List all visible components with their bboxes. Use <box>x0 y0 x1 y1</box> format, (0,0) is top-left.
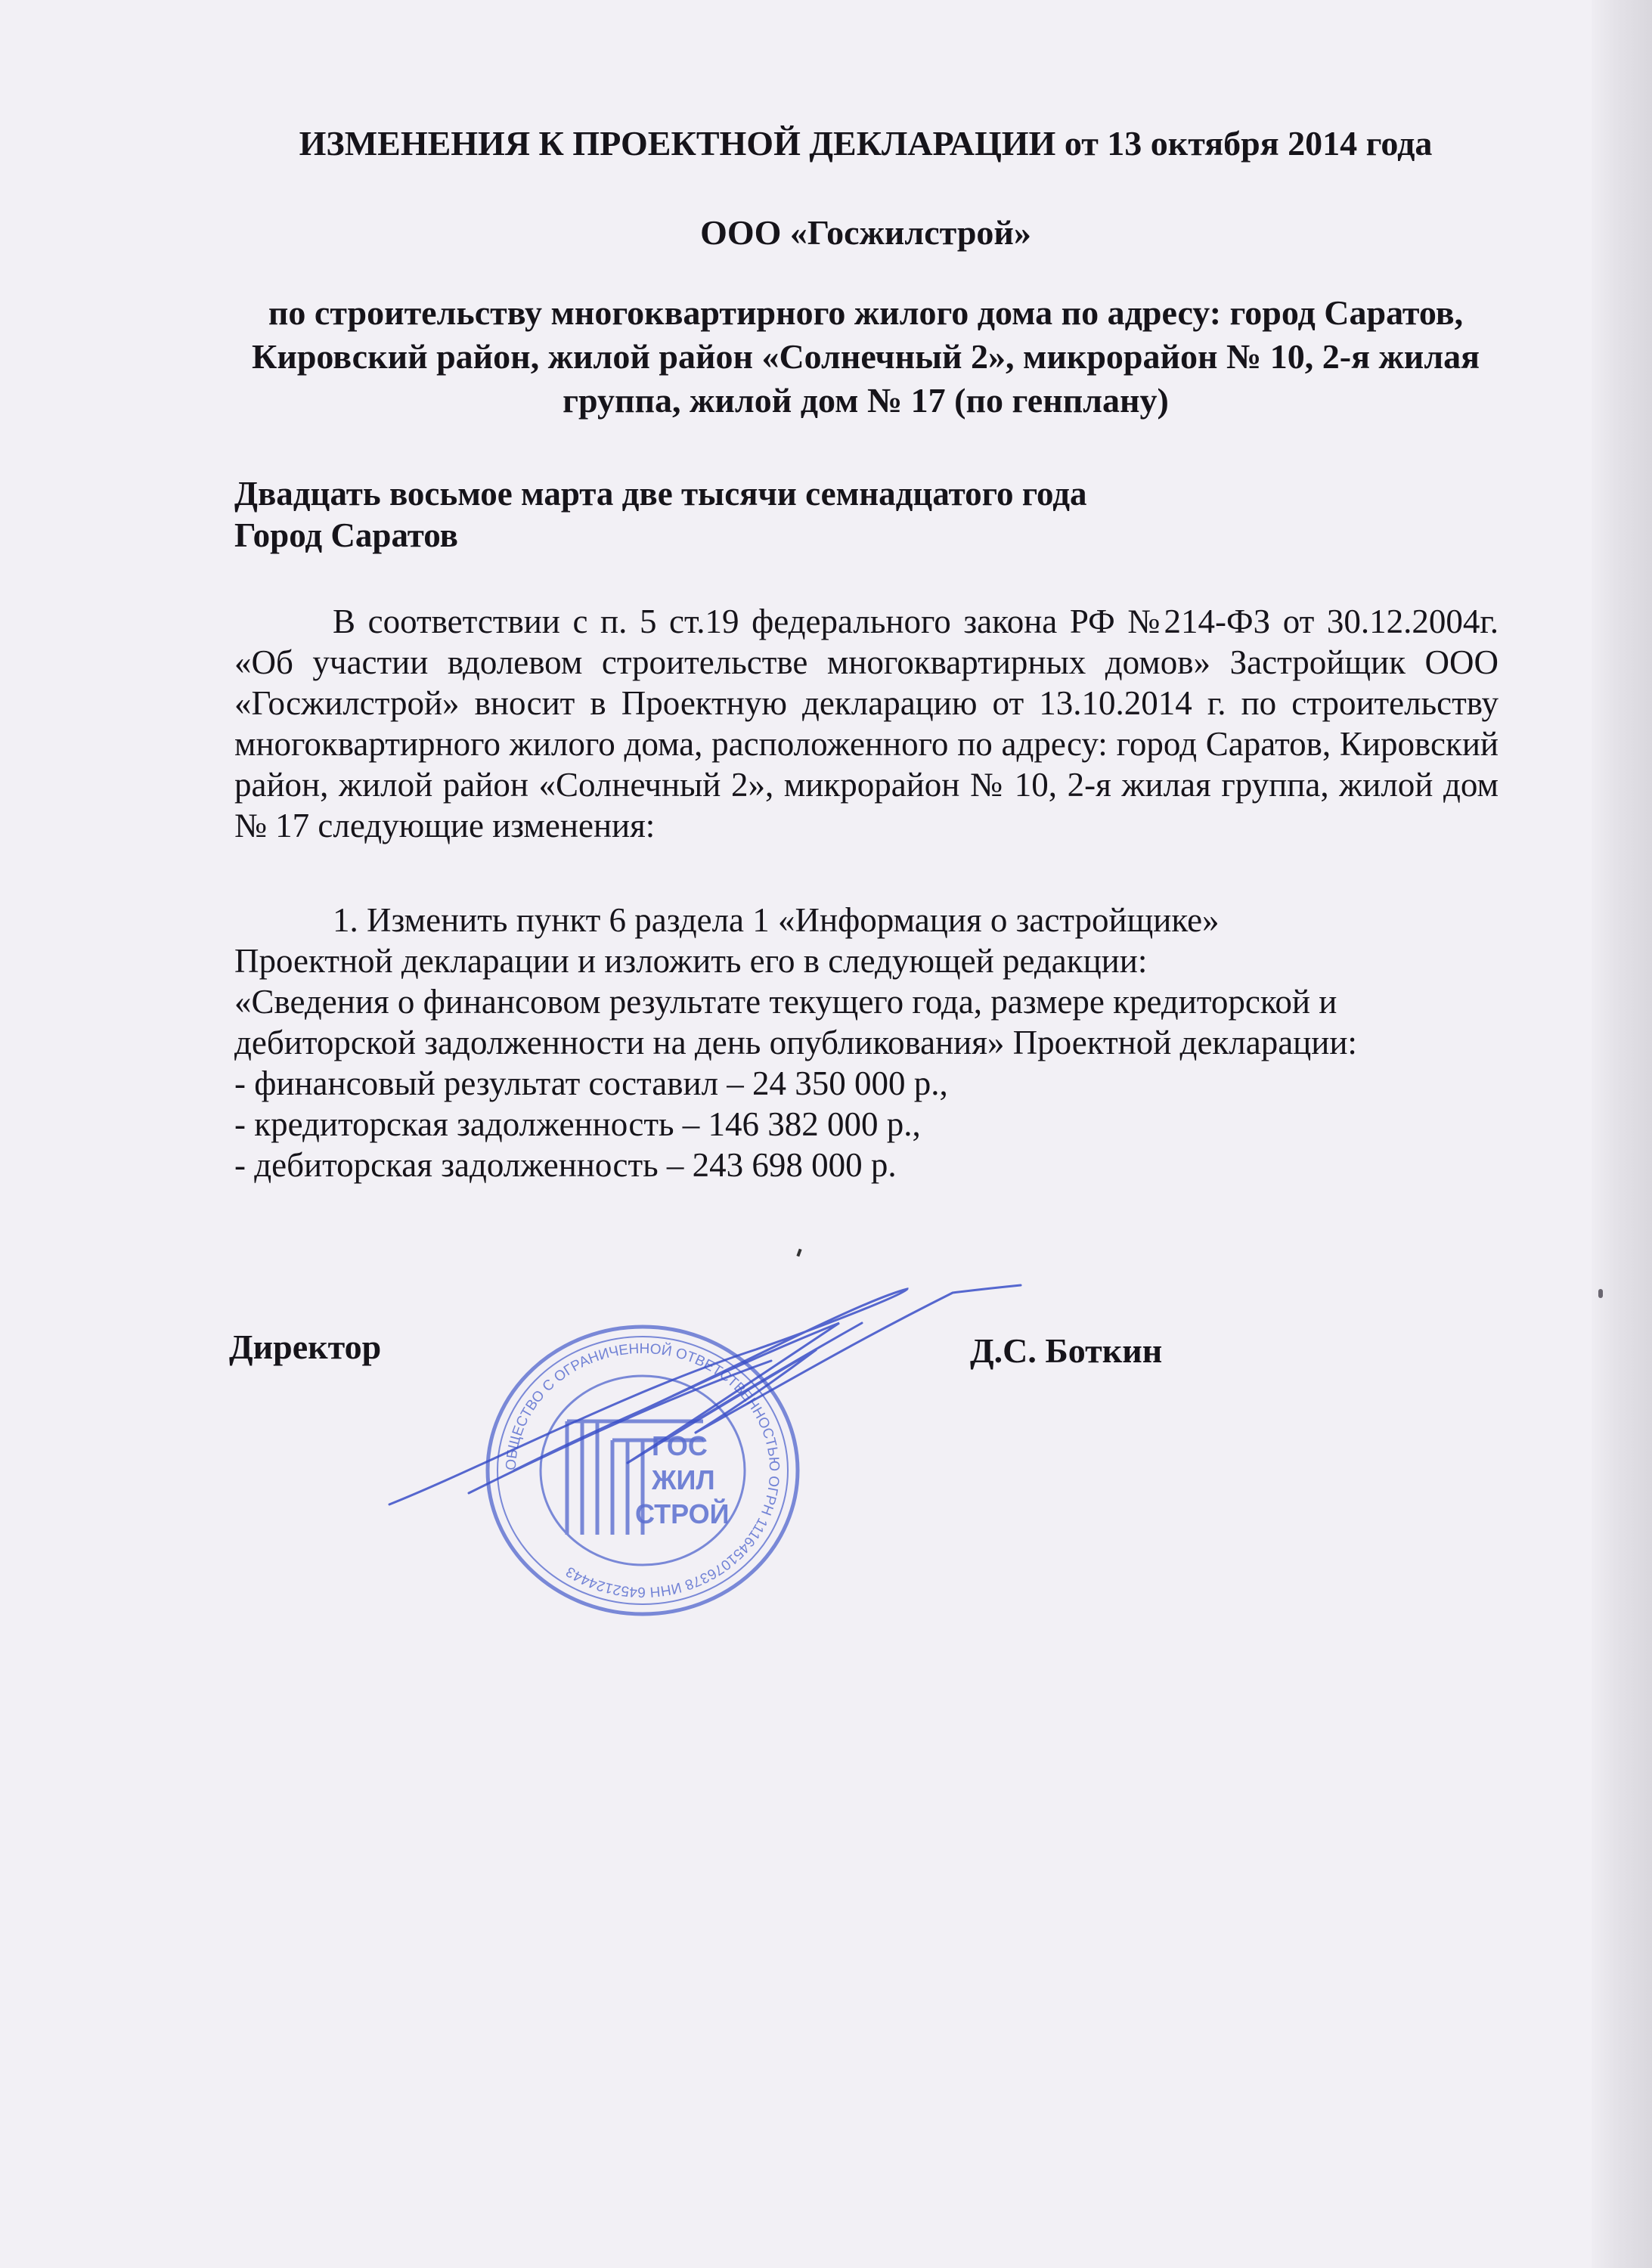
seal-logo-line-2: ЖИЛ <box>652 1464 715 1495</box>
change-item-1-continuation: Проектной декларации и изложить его в следующей редакции: <box>234 942 1148 980</box>
debtor-debt-line: - дебиторская задолженность – 243 698 000 р. <box>234 1146 897 1184</box>
director-signature <box>378 1278 1028 1520</box>
quote-line-2: дебиторской задолженности на день опубликования» Проектной декларации: <box>234 1024 1357 1061</box>
signatory-name: Д.С. Боткин <box>970 1331 1163 1370</box>
document-city: Город Саратов <box>234 516 458 554</box>
financial-result-line: - финансовый результат составил – 24 350 000 р., <box>234 1064 948 1102</box>
document-date: Двадцать восьмое марта две тысячи семнадцатого года <box>234 475 1087 513</box>
seal-logo-line-3: СТРОЙ <box>635 1498 730 1529</box>
scan-mark <box>1598 1289 1603 1298</box>
seal-logo-line-1: ГОС <box>652 1430 708 1461</box>
ink-speck <box>796 1249 801 1257</box>
creditor-debt-line: - кредиторская задолженность – 146 382 000 р., <box>234 1105 921 1143</box>
signatory-role: Директор <box>229 1328 382 1366</box>
seal-ring-text: ОБЩЕСТВО С ОГРАНИЧЕННОЙ ОТВЕТСТВЕННОСТЬЮ ОГРН 1116451076378 ИНН 6452124443 <box>503 1340 783 1600</box>
company-name: ООО «Госжилстрой» <box>700 213 1031 252</box>
scan-edge-shadow <box>1592 0 1652 2268</box>
intro-paragraph: В соответствии с п. 5 ст.19 федерального закона РФ №214-ФЗ от 30.12.2004г. «Об участии вдолевом строительстве многоквартирных домов» Застройщик ООО «Госжилстрой» вносит в Проектную декларацию от 13.10.2014 г. по строительству многоквартирного жилого дома, расположенного по адресу: город Саратов, Кировский район, жилой район «Солнечный 2», микрорайон № 10, 2-я жилая группа, жилой дом № 17 следующие изменения: <box>234 603 1499 844</box>
change-item-1: 1. Изменить пункт 6 раздела 1 «Информация о застройщике» <box>333 901 1220 939</box>
quote-line-1: «Сведения о финансовом результате текущего года, размере кредиторской и <box>234 983 1337 1021</box>
document-subject: по строительству многоквартирного жилого дома по адресу: город Саратов, Кировский район, жилой район «Солнечный 2», микрорайон № 10, 2-я жилая группа, жилой дом № 17 (по генплану) <box>251 293 1480 420</box>
document-title: ИЗМЕНЕНИЯ К ПРОЕКТНОЙ ДЕКЛАРАЦИИ от 13 октября 2014 года <box>299 124 1433 163</box>
